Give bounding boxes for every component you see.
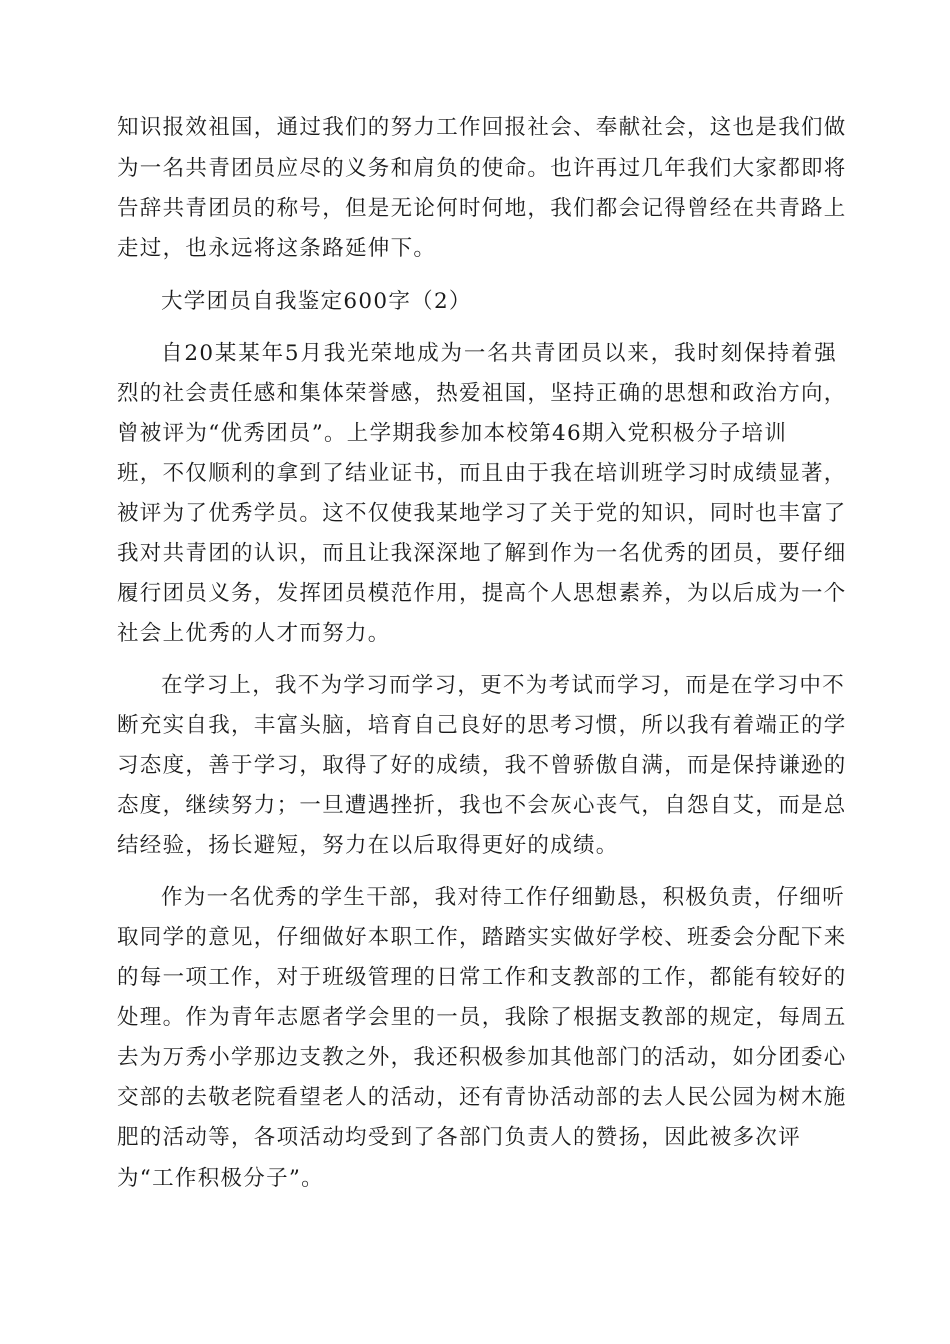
text-line: 知识报效祖国，通过我们的努力工作回报社会、奉献社会，这也是我们做 — [117, 115, 847, 140]
text-line: 习态度，善于学习，取得了好的成绩，我不曾骄傲自满，而是保持谦逊的 — [117, 753, 847, 778]
text-line: 自20某某年5月我光荣地成为一名共青团员以来，我时刻保持着强 — [161, 341, 837, 366]
text-line: 为一名共青团员应尽的义务和肩负的使命。也许再过几年我们大家都即将 — [117, 156, 847, 181]
text-line: 为“工作积极分子”。 — [117, 1166, 324, 1191]
text-line: 履行团员义务，发挥团员模范作用，提高个人思想素养，为以后成为一个 — [117, 581, 847, 606]
text-line: 断充实自我，丰富头脑，培育自己良好的思考习惯，所以我有着端正的学 — [117, 713, 847, 738]
text-line: 作为一名优秀的学生干部，我对待工作仔细勤恳，积极负责，仔细听 — [161, 885, 846, 910]
text-line: 态度，继续努力；一旦遭遇挫折，我也不会灰心丧气，自怨自艾，而是总 — [117, 793, 847, 818]
text-line: 交部的去敬老院看望老人的活动，还有青协活动部的去人民公园为树木施 — [117, 1085, 847, 1110]
text-line: 走过，也永远将这条路延伸下。 — [117, 236, 437, 261]
text-line: 结经验，扬长避短，努力在以后取得更好的成绩。 — [117, 833, 619, 858]
section-heading: 大学团员自我鉴定600字（2） — [161, 289, 472, 314]
text-line: 被评为了优秀学员。这不仅使我某地学习了关于党的知识，同时也丰富了 — [117, 501, 847, 526]
text-line: 取同学的意见，仔细做好本职工作，踏踏实实做好学校、班委会分配下来 — [117, 925, 847, 950]
text-line: 告辞共青团员的称号，但是无论何时何地，我们都会记得曾经在共青路上 — [117, 196, 847, 221]
text-line: 社会上优秀的人才而努力。 — [117, 621, 391, 646]
text-line: 处理。作为青年志愿者学会里的一员，我除了根据支教部的规定，每周五 — [117, 1005, 847, 1030]
text-line: 的每一项工作，对于班级管理的日常工作和支教部的工作，都能有较好的 — [117, 965, 847, 990]
text-line: 肥的活动等，各项活动均受到了各部门负责人的赞扬，因此被多次评 — [117, 1125, 802, 1150]
text-line: 班，不仅顺利的拿到了结业证书，而且由于我在培训班学习时成绩显著， — [117, 461, 847, 486]
text-line: 烈的社会责任感和集体荣誉感，热爱祖国，坚持正确的思想和政治方向， — [117, 381, 847, 406]
text-line: 我对共青团的认识，而且让我深深地了解到作为一名优秀的团员，要仔细 — [117, 541, 847, 566]
text-line: 曾被评为“优秀团员”。上学期我参加本校第46期入党积极分子培训 — [117, 421, 788, 446]
text-line: 去为万秀小学那边支教之外，我还积极参加其他部门的活动，如分团委心 — [117, 1045, 847, 1070]
text-line: 在学习上，我不为学习而学习，更不为考试而学习，而是在学习中不 — [161, 673, 846, 698]
